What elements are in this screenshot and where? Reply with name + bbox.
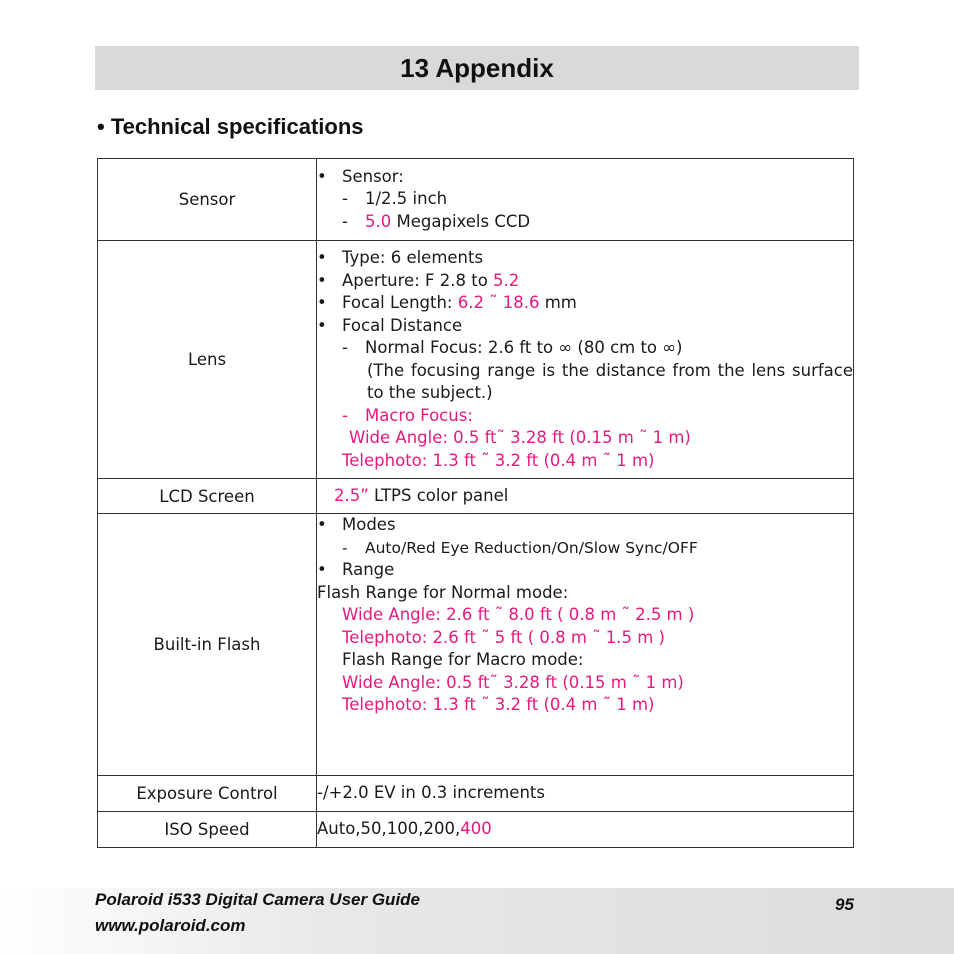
table-row — [98, 159, 854, 241]
table-row — [98, 812, 854, 848]
row-label: Lens — [98, 241, 317, 479]
list-item: • Aperture: F 2.8 to 5.2 — [317, 270, 853, 293]
table-row — [98, 479, 854, 514]
list-item: Auto,50,100,200,400 — [317, 819, 492, 839]
page-title: 13 Appendix — [400, 52, 554, 83]
table-row — [98, 776, 854, 812]
page-number: 95 — [835, 895, 854, 914]
list-item: Wide Angle: 0.5 ft˜ 3.28 ft (0.15 m ˜ 1 m) — [342, 672, 684, 692]
footer-title: Polaroid i533 Digital Camera User Guide — [95, 890, 421, 909]
list-item: - Normal Focus: 2.6 ft to ∞ (80 cm to ∞) — [342, 338, 683, 357]
list-item: - Macro Focus: — [342, 405, 473, 425]
list-item: • Focal Distance — [317, 315, 853, 338]
list-item: 2.5” LTPS color panel — [334, 485, 509, 505]
table-row — [98, 241, 854, 479]
list-item: • Modes — [317, 514, 853, 537]
list-item: - Auto/Red Eye Reduction/On/Slow Sync/OFF — [342, 538, 698, 557]
list-item: Telephoto: 2.6 ft ˜ 5 ft ( 0.8 m ˜ 1.5 m ) — [342, 627, 665, 647]
list-item: - 1/2.5 inch — [342, 189, 448, 209]
row-content — [317, 241, 854, 479]
table-row — [98, 514, 854, 776]
list-item: • Range — [317, 559, 853, 582]
list-item: Flash Range for Macro mode: — [342, 650, 584, 669]
spec-table — [97, 158, 854, 848]
list-item: Flash Range for Normal mode: — [317, 582, 569, 602]
row-label: Exposure Control — [98, 776, 317, 812]
row-content — [317, 159, 854, 241]
row-label: LCD Screen — [98, 479, 317, 514]
section-heading: • Technical specifications — [97, 114, 364, 139]
list-item: Wide Angle: 0.5 ft˜ 3.28 ft (0.15 m ˜ 1 m) — [349, 428, 691, 447]
row-label: Built-in Flash — [98, 514, 317, 776]
title-bar — [95, 46, 859, 90]
list-item: Wide Angle: 2.6 ft ˜ 8.0 ft ( 0.8 m ˜ 2.5 m ) — [342, 605, 695, 624]
list-item: • Focal Length: 6.2 ˜ 18.6 mm — [317, 292, 853, 315]
list-item: • Sensor: — [317, 166, 853, 189]
row-label: Sensor — [98, 159, 317, 241]
row-content — [317, 514, 854, 776]
row-label: ISO Speed — [98, 812, 317, 848]
list-item: • Type: 6 elements — [317, 247, 853, 270]
row-content — [317, 479, 854, 514]
list-item: Telephoto: 1.3 ft ˜ 3.2 ft (0.4 m ˜ 1 m) — [342, 450, 655, 470]
row-content — [317, 776, 854, 812]
list-item: -/+2.0 EV in 0.3 increments — [317, 783, 545, 803]
list-item: Telephoto: 1.3 ft ˜ 3.2 ft (0.4 m ˜ 1 m) — [342, 695, 655, 714]
footer-url[interactable]: www.polaroid.com — [95, 916, 246, 935]
list-item: - 5.0 Megapixels CCD — [342, 211, 531, 231]
row-content — [317, 812, 854, 848]
note-text: (The focusing range is the distance from the lens surface to the subject.) — [367, 360, 853, 402]
